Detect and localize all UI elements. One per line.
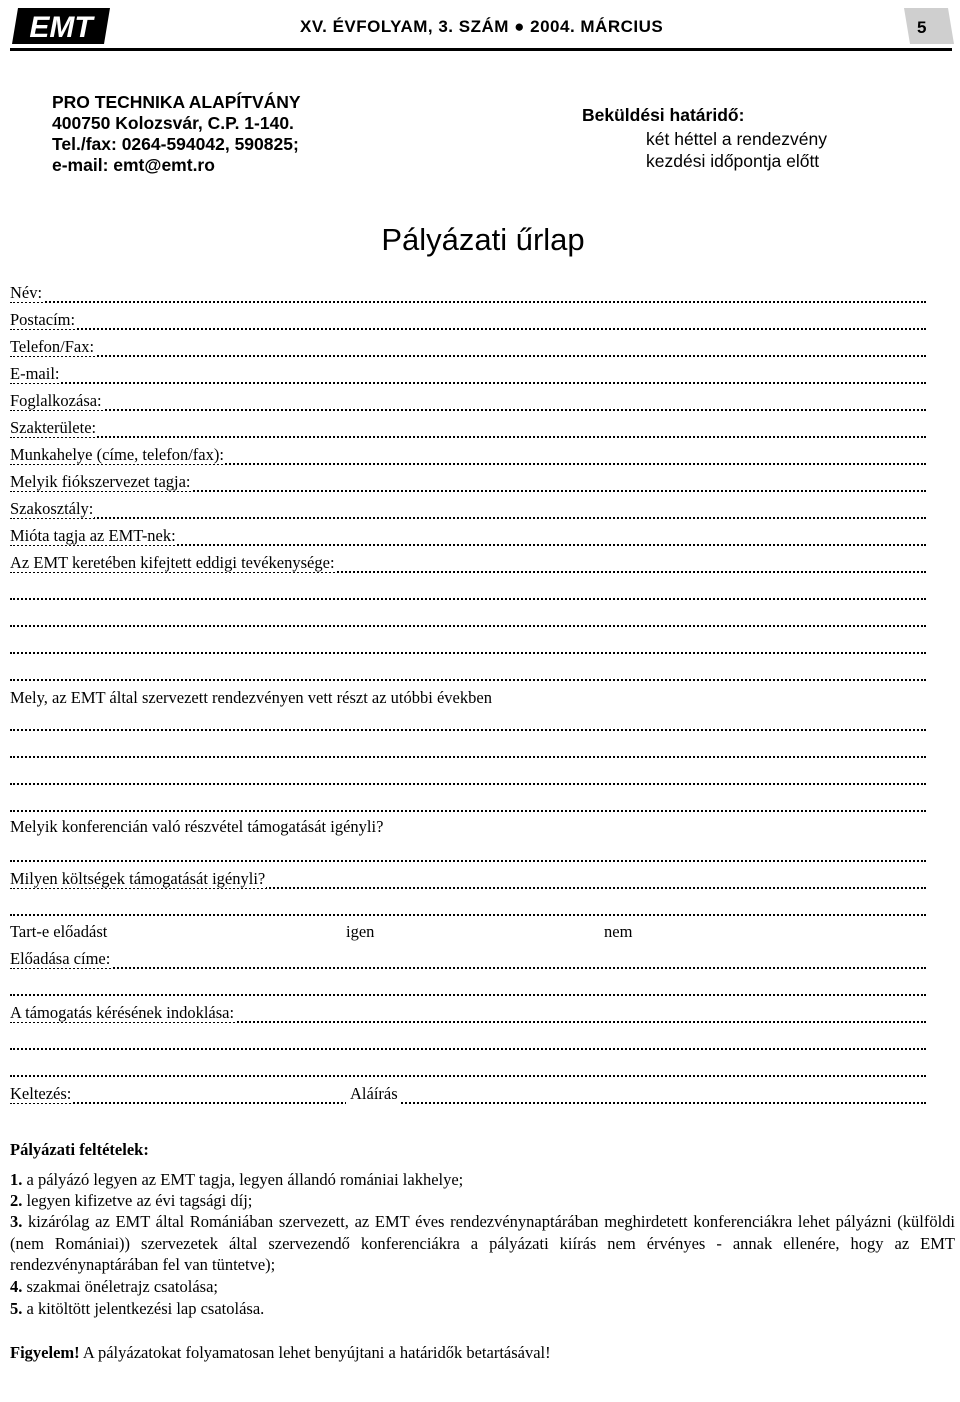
deadline-text: két héttel a rendezvény kezdési időpontja előtt <box>646 129 827 171</box>
page-number-tab <box>904 6 954 46</box>
field-szakterulet[interactable]: Szakterülete: <box>10 418 926 444</box>
option-igen[interactable]: igen <box>346 922 375 941</box>
field-postacim[interactable]: Postacím: <box>10 310 926 336</box>
blank-line[interactable] <box>10 634 926 660</box>
header-issue: XV. ÉVFOLYAM, 3. SZÁM ● 2004. MÁRCIUS <box>300 17 664 36</box>
field-fiokszervezet[interactable]: Melyik fiókszervezet tagja: <box>10 472 926 498</box>
label-rendezveny: Mely, az EMT által szervezett rendezvényen vett részt az utóbbi években <box>10 688 492 707</box>
emt-logo <box>10 6 112 46</box>
blank-line[interactable] <box>10 711 926 737</box>
blank-line[interactable] <box>10 1030 926 1056</box>
blank-line[interactable] <box>10 976 926 1002</box>
address-line: 400750 Kolozsvár, C.P. 1-140. <box>52 113 294 133</box>
blank-line[interactable] <box>10 607 926 633</box>
condition-item: 3. kizárólag az EMT által Romániában szervezett, az EMT éves rendezvénynaptárában meghirdetett konferenciákra lehet pályázni (külföldi (nem Romániai)) szervezetek által szervezendő konferenciákra a pályázati kiírás nem érvényes - annak ellenére, hogy az EMT rendezvénynaptárában fel van tüntetve); <box>10 1212 955 1274</box>
blank-line[interactable] <box>10 1057 926 1083</box>
logo-text: EMT <box>29 11 93 44</box>
blank-line[interactable] <box>10 765 926 791</box>
alairas-label: Aláírás <box>346 1084 399 1104</box>
field-foglalkozas[interactable]: Foglalkozása: <box>10 391 926 417</box>
field-koltsegek[interactable]: Milyen költségek támogatását igényli? <box>10 869 926 895</box>
field-email[interactable]: E-mail: <box>10 364 926 390</box>
page-number: 5 <box>917 18 927 37</box>
field-nev[interactable]: Név: <box>10 283 926 309</box>
field-miota[interactable]: Mióta tagja az EMT-nek: <box>10 526 926 552</box>
field-eloadas: Tart-e előadást igen nem <box>10 922 633 941</box>
option-nem[interactable]: nem <box>604 922 633 941</box>
condition-item: 1. a pályázó legyen az EMT tagja, legyen állandó romániai lakhelye; <box>10 1170 464 1189</box>
condition-item: 2. legyen kifizetve az évi tagsági díj; <box>10 1191 253 1210</box>
blank-line[interactable] <box>10 896 926 922</box>
field-tevekenyseg[interactable]: Az EMT keretében kifejtett eddigi tevékenysége: <box>10 553 926 579</box>
warning-note: Figyelem! A pályázatokat folyamatosan lehet benyújtani a határidők betartásával! <box>10 1343 551 1362</box>
condition-item: 4. szakmai önéletrajz csatolása; <box>10 1277 218 1296</box>
blank-line[interactable] <box>10 792 926 818</box>
condition-item: 5. a kitöltött jelentkezési lap csatolása. <box>10 1299 265 1318</box>
bullet-separator: ● <box>508 17 531 36</box>
blank-line[interactable] <box>10 738 926 764</box>
blank-line[interactable] <box>10 661 926 687</box>
field-telefon[interactable]: Telefon/Fax: <box>10 337 926 363</box>
field-keltezes[interactable]: Keltezés: Aláírás <box>10 1084 926 1110</box>
conditions-title: Pályázati feltételek: <box>10 1140 149 1159</box>
blank-line[interactable] <box>10 580 926 606</box>
field-szakosztaly[interactable]: Szakosztály: <box>10 499 926 525</box>
header-rule <box>10 48 952 51</box>
form-title: Pályázati űrlap <box>381 222 585 257</box>
field-indoklas[interactable]: A támogatás kérésének indoklása: <box>10 1003 926 1029</box>
blank-line[interactable] <box>10 842 926 868</box>
deadline-title: Beküldési határidő: <box>582 105 745 125</box>
label-konferencia: Melyik konferencián való részvétel támogatását igényli? <box>10 817 384 836</box>
address-line: Tel./fax: 0264-594042, 590825; <box>52 134 299 154</box>
field-eloadas-cime[interactable]: Előadása címe: <box>10 949 926 975</box>
address-block <box>52 92 301 176</box>
address-line: e-mail: emt@emt.ro <box>52 155 215 175</box>
field-munkahely[interactable]: Munkahelye (címe, telefon/fax): <box>10 445 926 471</box>
address-line: PRO TECHNIKA ALAPÍTVÁNY <box>52 92 301 112</box>
